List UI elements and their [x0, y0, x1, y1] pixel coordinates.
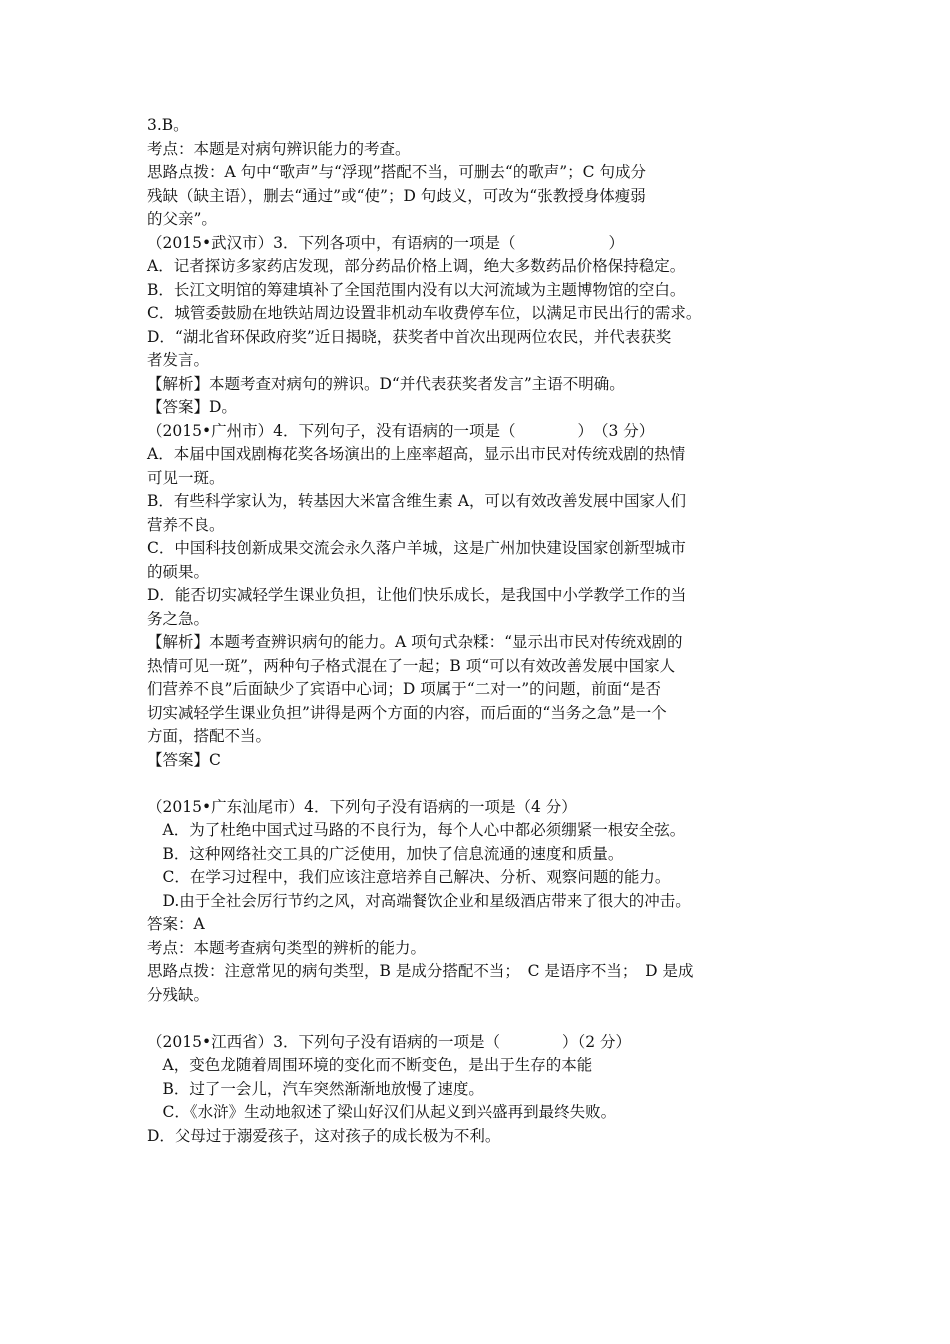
option-line: C．《水浒》生动地叙述了梁山好汉们从起义到兴盛再到最终失败。: [147, 1103, 617, 1121]
answer-line: 【答案】D。: [147, 398, 237, 416]
analysis-line: 方面，搭配不当。: [147, 727, 272, 745]
analysis-line: 【解析】本题考查对病句的辨识。D“并代表获奖者发言”主语不明确。: [147, 374, 625, 393]
option-line: D．父母过于溺爱孩子，这对孩子的成长极为不利。: [147, 1126, 501, 1145]
question-heading: （2015•广州市）4．下列句子，没有语病的一项是（ ） （3 分）: [147, 421, 655, 440]
document-text: [147, 114, 827, 1148]
option-line: B．过了一会儿，汽车突然渐渐地放慢了速度。: [147, 1079, 484, 1098]
option-line: C．在学习过程中，我们应该注意培养自己解决、分析、观察问题的能力。: [147, 868, 671, 886]
question-heading: （2015•江西省）3．下列句子没有语病的一项是（ ）（2 分）: [147, 1032, 631, 1051]
option-line: A，变色龙随着周围环境的变化而不断变色，是出于生存的本能: [147, 1056, 593, 1074]
option-line: B．这种网络社交工具的广泛使用，加快了信息流通的速度和质量。: [147, 844, 624, 863]
option-line: B．有些科学家认为，转基因大米富含维生素 A，可以有效改善发展中国家人们: [147, 492, 687, 510]
text-line: 考点：本题是对病句辨识能力的考查。: [147, 139, 411, 158]
text-line: 思路点拨：A 句中“歌声”与“浮现”搭配不当，可删去“的歌声”；C 句成分: [147, 163, 646, 181]
answer-line: 【答案】C: [147, 750, 221, 769]
analysis-line: 【解析】本题考查辨识病句的能力。A 项句式杂糅：“显示出市民对传统戏剧的: [147, 633, 683, 651]
analysis-line: 思路点拨：注意常见的病句类型，B 是成分搭配不当； C 是语序不当； D 是成: [147, 962, 694, 980]
text-line: 3.B。: [147, 116, 189, 134]
option-line: 可见一斑。: [147, 468, 225, 487]
option-line: 者发言。: [147, 351, 210, 369]
option-line: 营养不良。: [147, 515, 225, 534]
option-line: D.由于全社会厉行节约之风，对高端餐饮企业和星级酒店带来了很大的冲击。: [147, 891, 691, 910]
option-line: D．“湖北省环保政府奖”近日揭晓，获奖者中首次出现两位农民，并代表获奖: [147, 327, 672, 346]
option-line: B．长江文明馆的筹建填补了全国范围内没有以大河流域为主题博物馆的空白。: [147, 280, 686, 299]
analysis-line: 热情可见一斑”，两种句子格式混在了一起；B 项“可以有效改善发展中国家人: [147, 656, 676, 675]
analysis-line: 考点：本题考查病句类型的辨析的能力。: [147, 938, 427, 957]
analysis-line: 切实减轻学生课业负担”讲得是两个方面的内容，而后面的“当务之急”是一个: [147, 703, 667, 722]
option-line: A．记者探访多家药店发现，部分药品价格上调，绝大多数药品价格保持稳定。: [147, 257, 686, 275]
option-line: A．为了杜绝中国式过马路的不良行为，每个人心中都必须绷紧一根安全弦。: [147, 821, 686, 839]
analysis-line: 们营养不良”后面缺少了宾语中心词；D 项属于“二对一”的问题，前面“是否: [147, 680, 662, 698]
text-line: 的父亲”。: [147, 210, 217, 228]
option-line: 务之急。: [147, 609, 210, 628]
option-line: A．本届中国戏剧梅花奖各场演出的上座率超高，显示出市民对传统戏剧的热情: [147, 445, 686, 463]
question-heading: （2015•武汉市）3．下列各项中，有语病的一项是（ ）: [147, 233, 624, 252]
text-line: 残缺（缺主语），删去“通过”或“使”；D 句歧义，可改为“张教授身体瘦弱: [147, 186, 646, 205]
option-line: 的硕果。: [147, 562, 210, 581]
blank-line: [147, 1007, 827, 1031]
blank-line: [147, 772, 827, 796]
answer-line: 答案：A: [147, 915, 205, 933]
option-line: D．能否切实减轻学生课业负担，让他们快乐成长，是我国中小学教学工作的当: [147, 586, 687, 604]
question-heading: （2015•广东汕尾市）4．下列句子没有语病的一项是（4 分）: [147, 797, 577, 816]
analysis-line: 分残缺。: [147, 985, 210, 1004]
option-line: C．城管委鼓励在地铁站周边设置非机动车收费停车位，以满足市民出行的需求。: [147, 304, 702, 322]
option-line: C．中国科技创新成果交流会永久落户羊城，这是广州加快建设国家创新型城市: [147, 539, 686, 557]
